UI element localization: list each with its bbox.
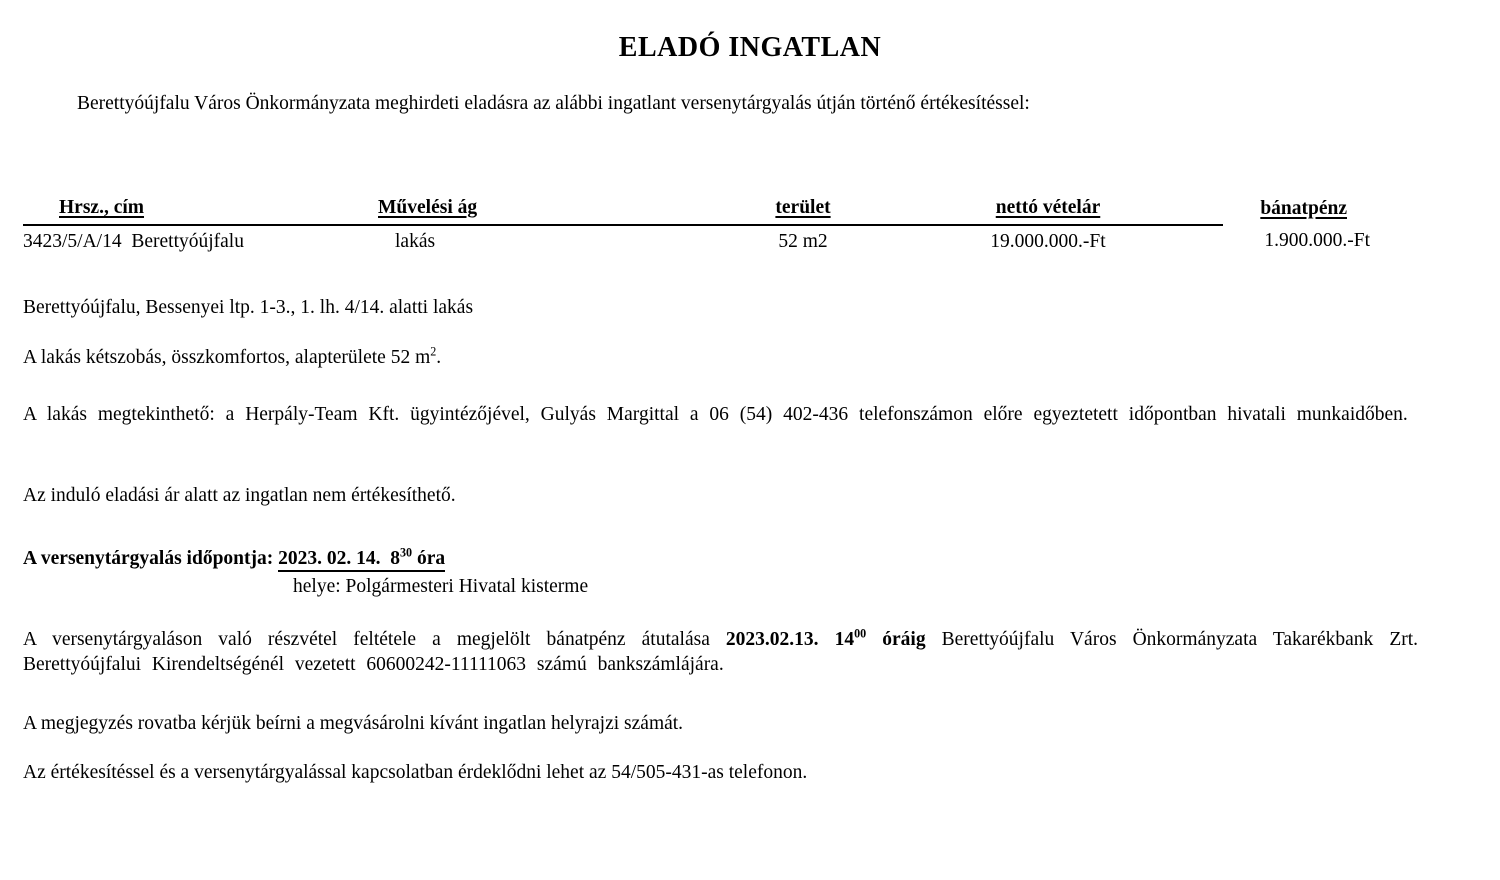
cell-spacer: [1123, 225, 1223, 253]
column-header-muvelesi-ag: [353, 196, 633, 225]
column-header-banatpenz: [1223, 196, 1370, 225]
cell-banatpenz: 1.900.000.-Ft: [1264, 230, 1370, 251]
area-superscript: 2: [430, 344, 437, 359]
deposit-text-end: Berettyóújfalu Város Önkormányzata Takarékbank Zrt. Berettyóújfalui Kirendeltségénél vezetett 60600242-11111063 számú bankszámlájára.: [23, 629, 1419, 675]
auction-date-text: 2023. 02. 14. 8: [278, 548, 400, 569]
column-header-netto-vetelar: [973, 196, 1123, 225]
area-tail: .: [436, 347, 442, 368]
area-line: [23, 345, 1418, 370]
viewing-paragraph: A lakás megtekinthető: a Herpály-Team Kft. ügyintézőjével, Gulyás Margittal a 06 (54) 402-436 telefonszámon előre egyeztetett időpontban hivatali munkaidőben.: [23, 404, 1408, 425]
deposit-deadline-tail: óráig: [866, 629, 926, 650]
starting-price-line: Az induló eladási ár alatt az ingatlan nem értékesíthető.: [23, 485, 456, 506]
cell-hrsz-cim: 3423/5/A/14 Berettyóújfalu: [23, 231, 244, 252]
auction-date-tail: óra: [412, 548, 446, 569]
address-line: Berettyóújfalu, Bessenyei ltp. 1-3., 1. lh. 4/14. alatti lakás: [23, 297, 474, 318]
cell-terulet: 52 m2: [778, 231, 828, 252]
column-header-label: nettó vételár: [995, 197, 1101, 218]
document-title: ELADÓ INGATLAN: [618, 32, 882, 63]
column-header-label: bánatpénz: [1260, 198, 1347, 219]
column-header-terulet: [633, 196, 973, 225]
column-header-label: terület: [775, 197, 831, 218]
auction-time-label: A versenytárgyalás időpontja:: [23, 548, 274, 569]
table-header-row: [23, 196, 1370, 225]
cell-muvelesi-ag: lakás: [395, 231, 436, 252]
deposit-text-start: A versenytárgyaláson való részvétel feltétele a megjelölt bánatpénz átutalása: [23, 629, 710, 650]
auction-place-line: helye: Polgármesteri Hivatal kisterme: [293, 576, 589, 597]
property-table: [23, 196, 1370, 253]
column-header-hrsz-cim: [23, 196, 353, 225]
column-header-spacer: [1123, 196, 1223, 225]
deposit-deadline: [725, 626, 926, 650]
deposit-paragraph: [23, 627, 1418, 677]
column-header-label: Művelési ág: [378, 197, 478, 218]
note-line: A megjegyzés rovatba kérjük beírni a megvásárolni kívánt ingatlan helyrajzi számát.: [23, 713, 684, 734]
intro-paragraph: Berettyóújfalu Város Önkormányzata meghirdeti eladásra az alábbi ingatlant versenytárgyalás útján történő értékesítéssel:: [77, 93, 1030, 114]
auction-time-line: [23, 546, 1418, 571]
deposit-deadline-text: 2023.02.13. 14: [725, 629, 855, 650]
auction-date-superscript: 30: [400, 545, 413, 560]
deposit-deadline-superscript: 00: [854, 626, 867, 641]
table-row: [23, 225, 1370, 253]
cell-netto-vetelar: 19.000.000.-Ft: [990, 231, 1106, 252]
area-text: A lakás kétszobás, összkomfortos, alapterülete 52 m: [23, 347, 431, 368]
document-page: [0, 32, 1500, 880]
auction-date: [278, 545, 446, 572]
contact-line: Az értékesítéssel és a versenytárgyalással kapcsolatban érdeklődni lehet az 54/505-431-as telefonon.: [23, 762, 808, 783]
column-header-label: Hrsz., cím: [59, 197, 145, 218]
